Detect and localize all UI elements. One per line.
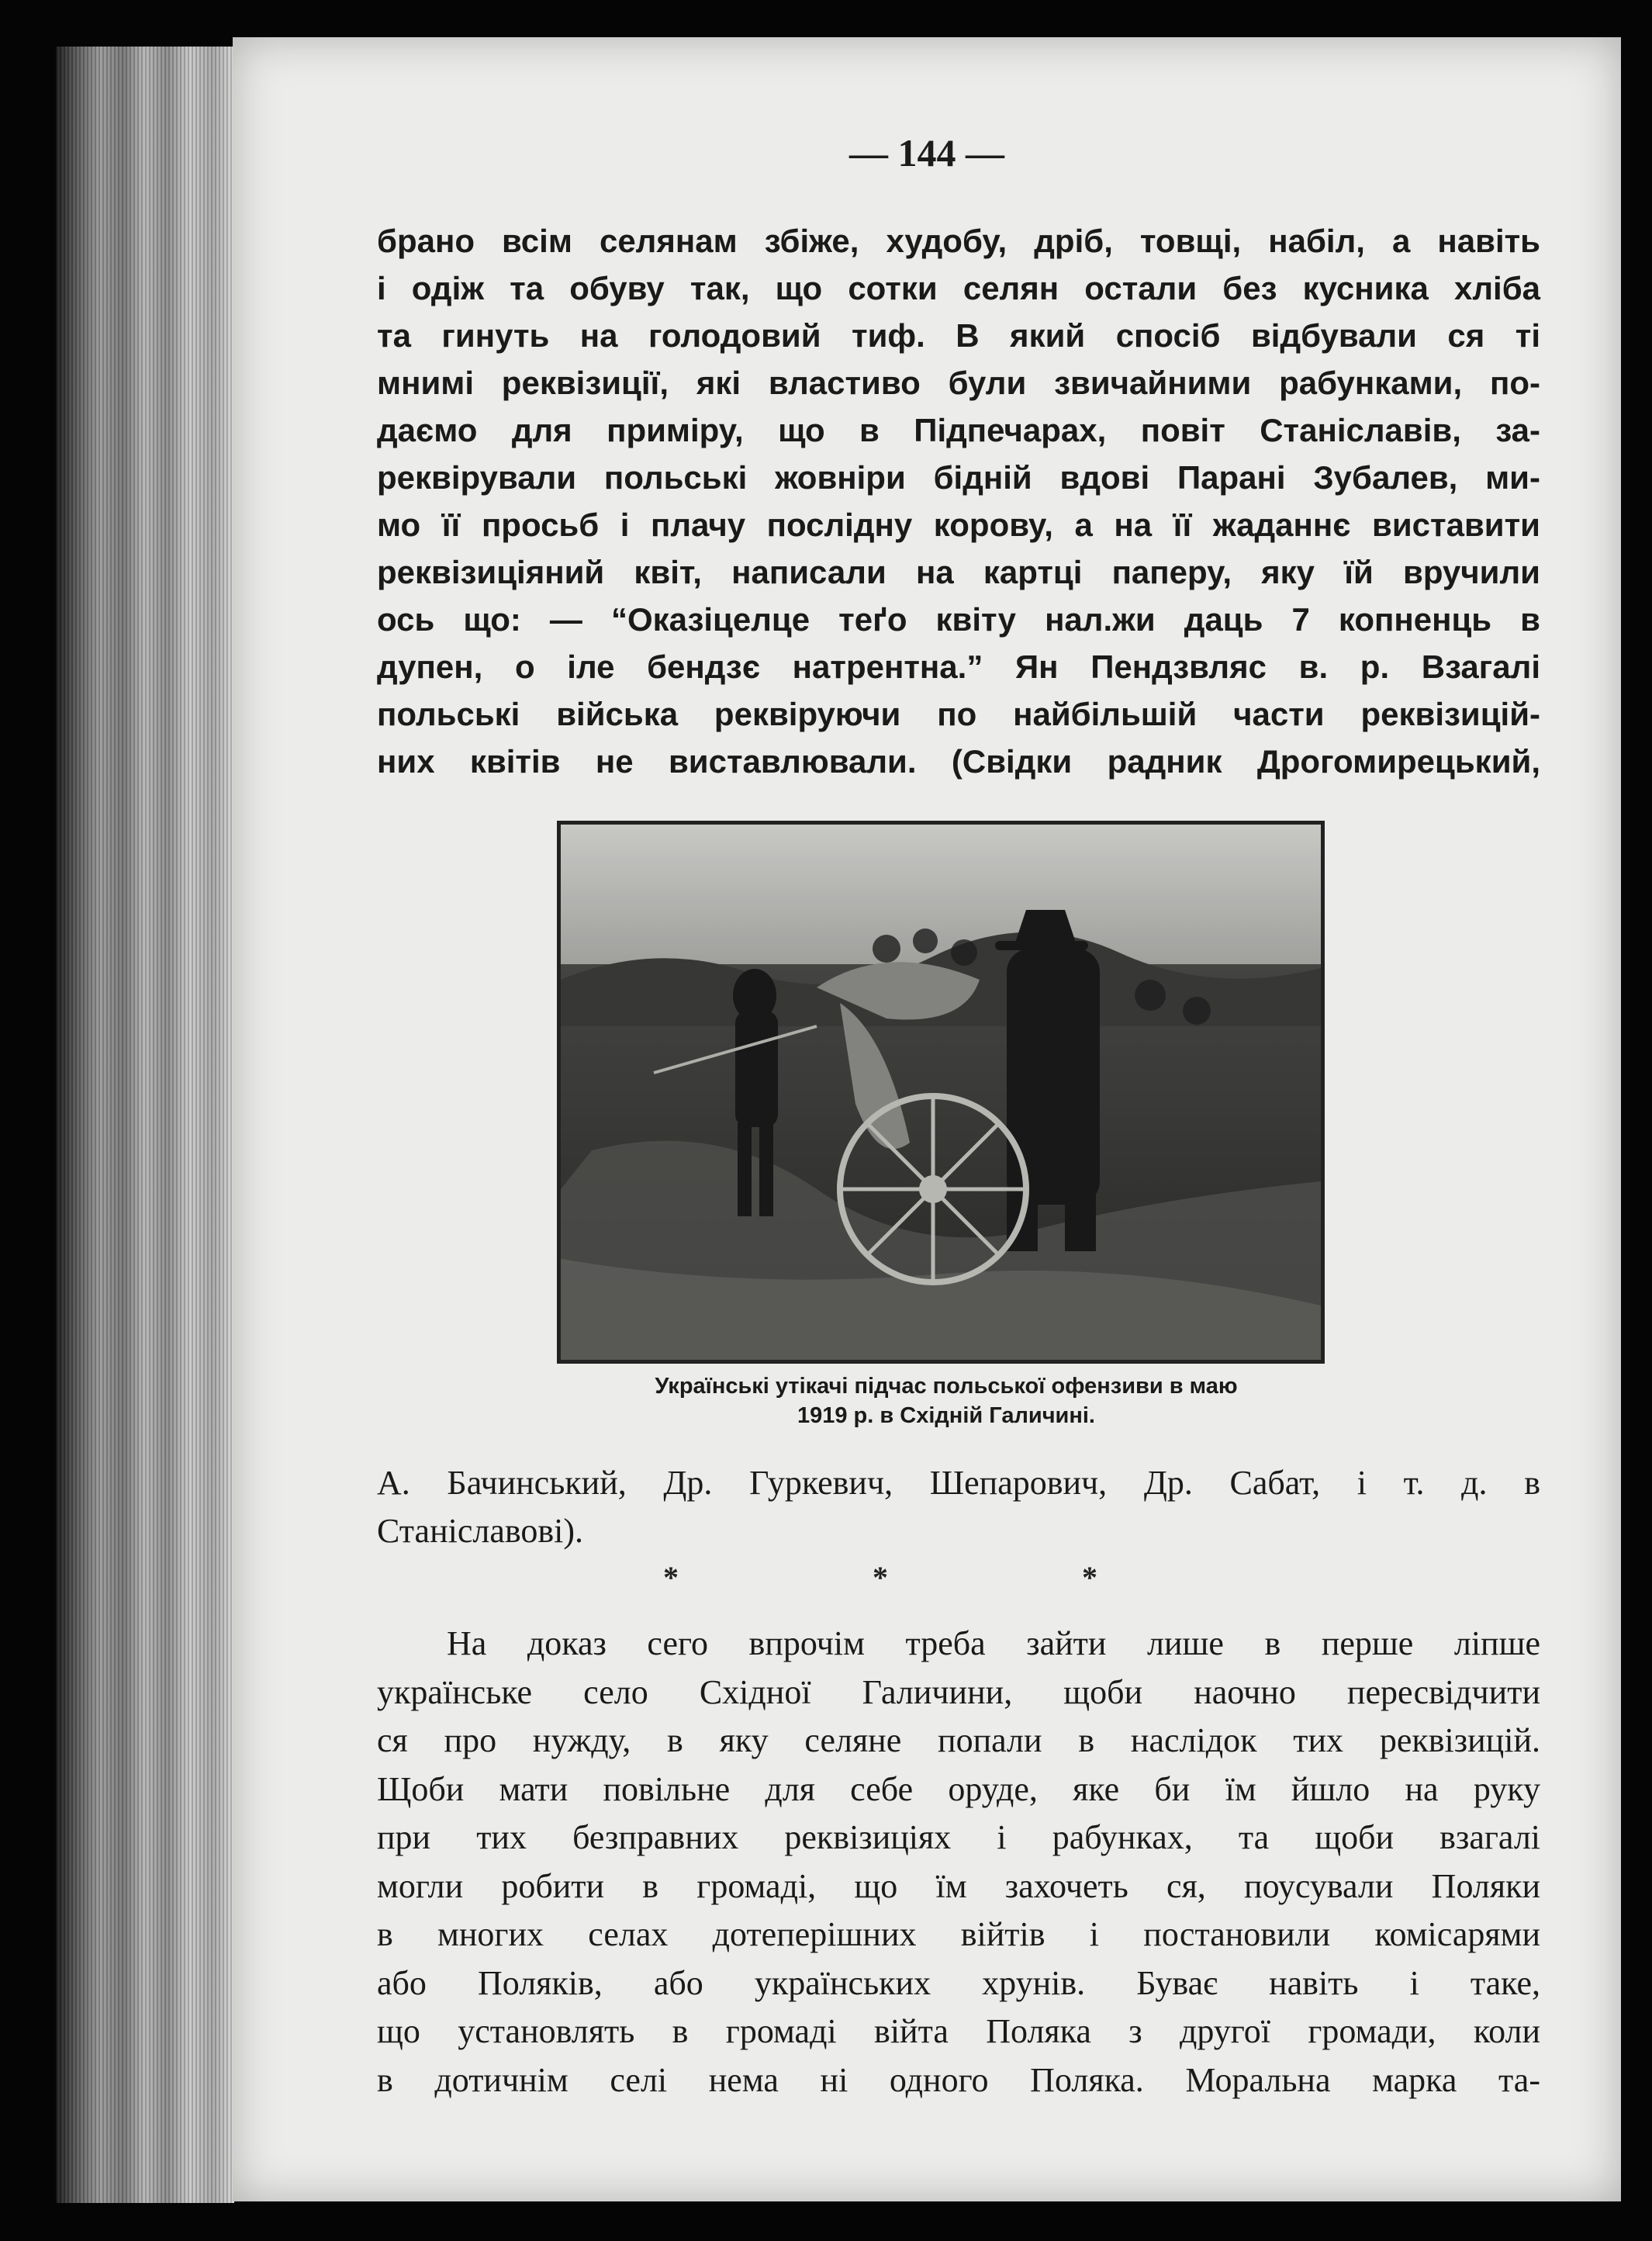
text-line: брано всім селянам збіже, худобу, дріб, товщі, набіл, а навіть: [377, 223, 1540, 259]
text-line: Станіславові).: [377, 1512, 583, 1550]
text-line: або Поляків, або українських хрунів. Буває навіть і таке,: [377, 1963, 1540, 2002]
caption-line: Українські утікачі підчас польської офензиви в маю: [655, 1374, 1238, 1399]
paragraph-top: [377, 217, 1540, 785]
book-page: [233, 37, 1621, 2201]
text-line: при тих безправних реквізиціях і рабунках, та щоби взагалі: [377, 1818, 1540, 1856]
text-line: що установлять в громаді війта Поляка з другої громади, коли: [377, 2012, 1540, 2050]
figure-caption: [543, 1371, 1350, 1430]
text-line: в дотичнім селі нема ні одного Поляка. Моральна марка та-: [377, 2060, 1540, 2099]
section-separator: * * *: [663, 1560, 1191, 1595]
text-line: могли робити в громаді, що їм захочеть ся, поусували Поляки: [377, 1866, 1540, 1905]
text-line: в многих селах дотеперішних війтів і постановили комісарями: [377, 1915, 1540, 1953]
caption-line: 1919 р. в Східній Галичині.: [797, 1403, 1095, 1428]
text-line: польські війська реквіруючи по найбільшій части реквізицій-: [377, 696, 1540, 732]
text-line: даємо для приміру, що в Підпечарах, повіт Станіславів, за-: [377, 412, 1540, 448]
text-line: українське село Східної Галичини, щоби наочно пересвідчити: [377, 1672, 1540, 1711]
text-line: та гинуть на голодовий тиф. В який спосіб відбували ся ті: [377, 317, 1540, 354]
text-line: реквірували польські жовніри бідній вдові Парані Зубалев, ми-: [377, 459, 1540, 496]
page-number: — 144 —: [849, 131, 1004, 175]
text-line: них квітів не виставлювали. (Свідки радник Дрогомирецький,: [377, 743, 1540, 780]
book-spine-edge: [56, 47, 234, 2203]
photo-illustration: [561, 825, 1321, 1360]
photo-refugees-with-cart: [557, 821, 1325, 1364]
text-line: мнимі реквізиції, які властиво були звичайними рабунками, по-: [377, 365, 1540, 401]
text-line: А. Бачинський, Др. Гуркевич, Шепарович, Др. Сабат, і т. д. в: [377, 1464, 1540, 1502]
paragraph-continuation: [377, 1459, 1540, 1555]
text-line: мо її просьб і плачу послідну корову, а на її жаданнє виставити: [377, 507, 1540, 543]
text-line: Щоби мати повільне для себе оруде, яке би їм йшло на руку: [377, 1769, 1540, 1808]
text-line: На доказ сего впрочім треба зайти лише в перше ліпше: [447, 1624, 1540, 1662]
text-line: ся про нужду, в яку селяне попали в наслідок тих реквізицій.: [377, 1721, 1540, 1759]
text-line: дупен, о іле бендзє натрентна.” Ян Пендзвляс в. р. Взагалі: [377, 648, 1540, 685]
text-line: і одіж та обуву так, що сотки селян остали без кусника хліба: [377, 270, 1540, 306]
paragraph-bottom: [377, 1620, 1540, 2104]
text-line: реквізиціяний квіт, написали на картці паперу, яку їй вручили: [377, 554, 1540, 590]
text-line: ось що: — “Оказіцелце теґо квіту нал.жи даць 7 копненць в: [377, 601, 1540, 638]
